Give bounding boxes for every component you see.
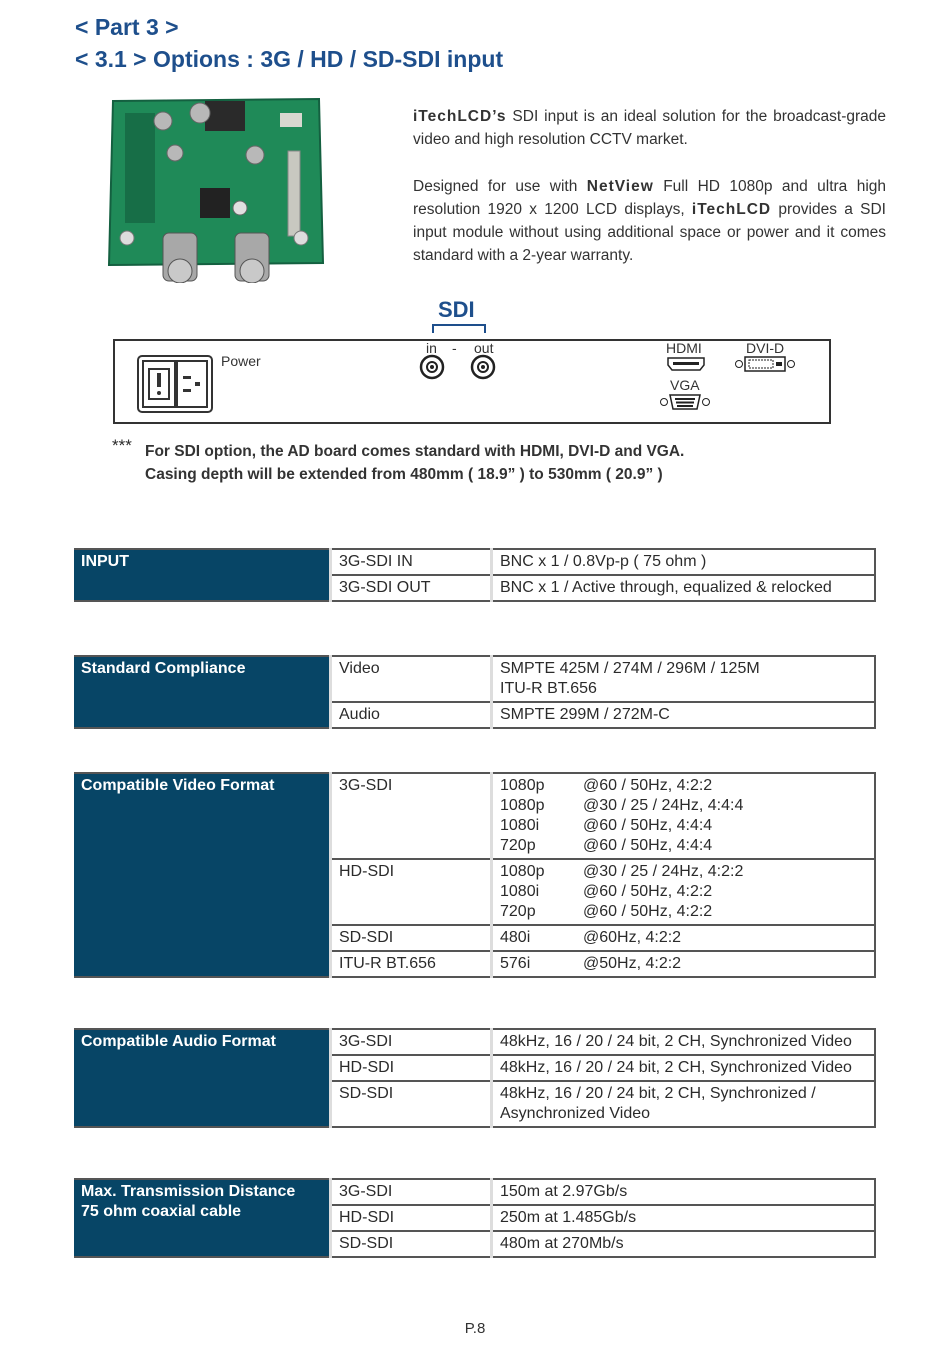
audio-format-table bbox=[74, 1028, 876, 1128]
distance-title-line-2: 75 ohm coaxial cable bbox=[81, 1203, 242, 1220]
brand-itechlcd: iTechLCD’s bbox=[413, 108, 507, 125]
format-line: 720p @60 / 50Hz, 4:2:2 bbox=[500, 903, 713, 920]
sdi-out-label: out bbox=[474, 340, 494, 356]
intro-text-1: SDI input is an ideal solution for the broadcast-grade video and high resolution CCTV market. bbox=[413, 108, 886, 148]
spec-value-line: 48kHz, 16 / 20 / 24 bit, 2 CH, Synchronized / bbox=[500, 1085, 816, 1102]
spec-sub-label: Video bbox=[331, 656, 492, 702]
dvi-label: DVI-D bbox=[746, 340, 785, 356]
format-line: 1080p @30 / 25 / 24Hz, 4:2:2 bbox=[500, 863, 744, 880]
part-title: < Part 3 > bbox=[75, 14, 179, 40]
spec-value bbox=[492, 773, 876, 859]
standard-category: Standard Compliance bbox=[74, 656, 331, 728]
spec-sub-label: ITU-R BT.656 bbox=[331, 951, 492, 977]
page-number: P.8 bbox=[464, 1320, 486, 1337]
input-category: INPUT bbox=[74, 549, 331, 601]
spec-sub-label: SD-SDI bbox=[331, 1081, 492, 1127]
sdi-bracket bbox=[430, 322, 490, 334]
spec-sub-label: 3G-SDI bbox=[331, 773, 492, 859]
sdi-dash-label: - bbox=[452, 340, 457, 356]
spec-sub-label: HD-SDI bbox=[331, 859, 492, 925]
vga-label: VGA bbox=[670, 377, 700, 393]
power-label: Power bbox=[221, 353, 261, 369]
sdi-label: SDI bbox=[438, 297, 475, 322]
dvi-port-icon bbox=[734, 355, 796, 373]
spec-sub-label: 3G-SDI IN bbox=[331, 549, 492, 575]
distance-category bbox=[74, 1179, 331, 1257]
intro-text-2b: Full HD 1080p and ultra high resolution 1920 x 1200 LCD displays, bbox=[413, 178, 887, 218]
format-line: 1080p @30 / 25 / 24Hz, 4:4:4 bbox=[500, 797, 744, 814]
rear-panel-diagram bbox=[113, 339, 831, 424]
intro-text-2a: Designed for use with bbox=[413, 178, 587, 195]
table-row bbox=[74, 1029, 875, 1055]
format-line: 480i @60Hz, 4:2:2 bbox=[500, 929, 682, 946]
spec-value: BNC x 1 / 0.8Vp-p ( 75 ohm ) bbox=[492, 549, 876, 575]
format-line: 720p @60 / 50Hz, 4:4:4 bbox=[500, 837, 713, 854]
intro-paragraph-2 bbox=[413, 175, 886, 267]
standard-compliance-table bbox=[74, 655, 876, 729]
spec-sub-label: HD-SDI bbox=[331, 1055, 492, 1081]
table-row bbox=[74, 773, 875, 859]
table-row bbox=[74, 1179, 875, 1205]
format-line: 1080i @60 / 50Hz, 4:2:2 bbox=[500, 883, 713, 900]
spec-value bbox=[492, 925, 876, 951]
hdmi-port-icon bbox=[667, 357, 705, 371]
power-socket-icon bbox=[137, 355, 213, 413]
spec-value: 48kHz, 16 / 20 / 24 bit, 2 CH, Synchronized Video bbox=[492, 1029, 876, 1055]
spec-sub-label: 3G-SDI OUT bbox=[331, 575, 492, 601]
spec-sub-label: 3G-SDI bbox=[331, 1029, 492, 1055]
note-stars: *** bbox=[112, 436, 132, 455]
spec-sub-label: Audio bbox=[331, 702, 492, 728]
brand-itechlcd-2: iTechLCD bbox=[691, 201, 772, 218]
spec-value: BNC x 1 / Active through, equalized & relocked bbox=[492, 575, 876, 601]
spec-value bbox=[492, 1081, 876, 1127]
brand-netview: NetView bbox=[586, 178, 654, 195]
spec-value: 250m at 1.485Gb/s bbox=[492, 1205, 876, 1231]
distance-title-line-1: Max. Transmission Distance bbox=[81, 1183, 296, 1200]
vga-port-icon bbox=[659, 393, 711, 411]
spec-sub-label: SD-SDI bbox=[331, 1231, 492, 1257]
section-title: < 3.1 > Options : 3G / HD / SD-SDI input bbox=[75, 46, 504, 72]
note-line-2: Casing depth will be extended from 480mm ( 18.9” ) to 530mm ( 20.9” ) bbox=[145, 466, 663, 483]
spec-value: 480m at 270Mb/s bbox=[492, 1231, 876, 1257]
intro-text-2c: provides a SDI input module without using additional space or power and it comes standard with a 2-year warranty. bbox=[413, 201, 886, 264]
table-row bbox=[74, 549, 875, 575]
format-line: 1080p @60 / 50Hz, 4:2:2 bbox=[500, 777, 713, 794]
spec-sub-label: HD-SDI bbox=[331, 1205, 492, 1231]
bnc-connectors-icon bbox=[419, 354, 499, 380]
input-spec-table bbox=[74, 548, 876, 602]
video-format-table bbox=[74, 772, 876, 978]
spec-value bbox=[492, 656, 876, 702]
hdmi-label: HDMI bbox=[666, 340, 702, 356]
format-line: 576i @50Hz, 4:2:2 bbox=[500, 955, 682, 972]
spec-sub-label: SD-SDI bbox=[331, 925, 492, 951]
distance-table bbox=[74, 1178, 876, 1258]
spec-value-line: ITU-R BT.656 bbox=[500, 680, 597, 697]
spec-value bbox=[492, 859, 876, 925]
spec-value-line: Asynchronized Video bbox=[500, 1105, 651, 1122]
spec-sub-label: 3G-SDI bbox=[331, 1179, 492, 1205]
format-line: 1080i @60 / 50Hz, 4:4:4 bbox=[500, 817, 713, 834]
sdi-board-image bbox=[105, 93, 327, 283]
video-category: Compatible Video Format bbox=[74, 773, 331, 977]
spec-value-line: SMPTE 425M / 274M / 296M / 125M bbox=[500, 660, 760, 677]
spec-value bbox=[492, 951, 876, 977]
note-line-1: For SDI option, the AD board comes standard with HDMI, DVI-D and VGA. bbox=[145, 443, 685, 460]
sdi-in-label: in bbox=[426, 340, 437, 356]
spec-value: 150m at 2.97Gb/s bbox=[492, 1179, 876, 1205]
audio-category: Compatible Audio Format bbox=[74, 1029, 331, 1127]
spec-value: SMPTE 299M / 272M-C bbox=[492, 702, 876, 728]
intro-paragraph-1 bbox=[413, 105, 886, 151]
table-row bbox=[74, 656, 875, 702]
spec-value: 48kHz, 16 / 20 / 24 bit, 2 CH, Synchronized Video bbox=[492, 1055, 876, 1081]
